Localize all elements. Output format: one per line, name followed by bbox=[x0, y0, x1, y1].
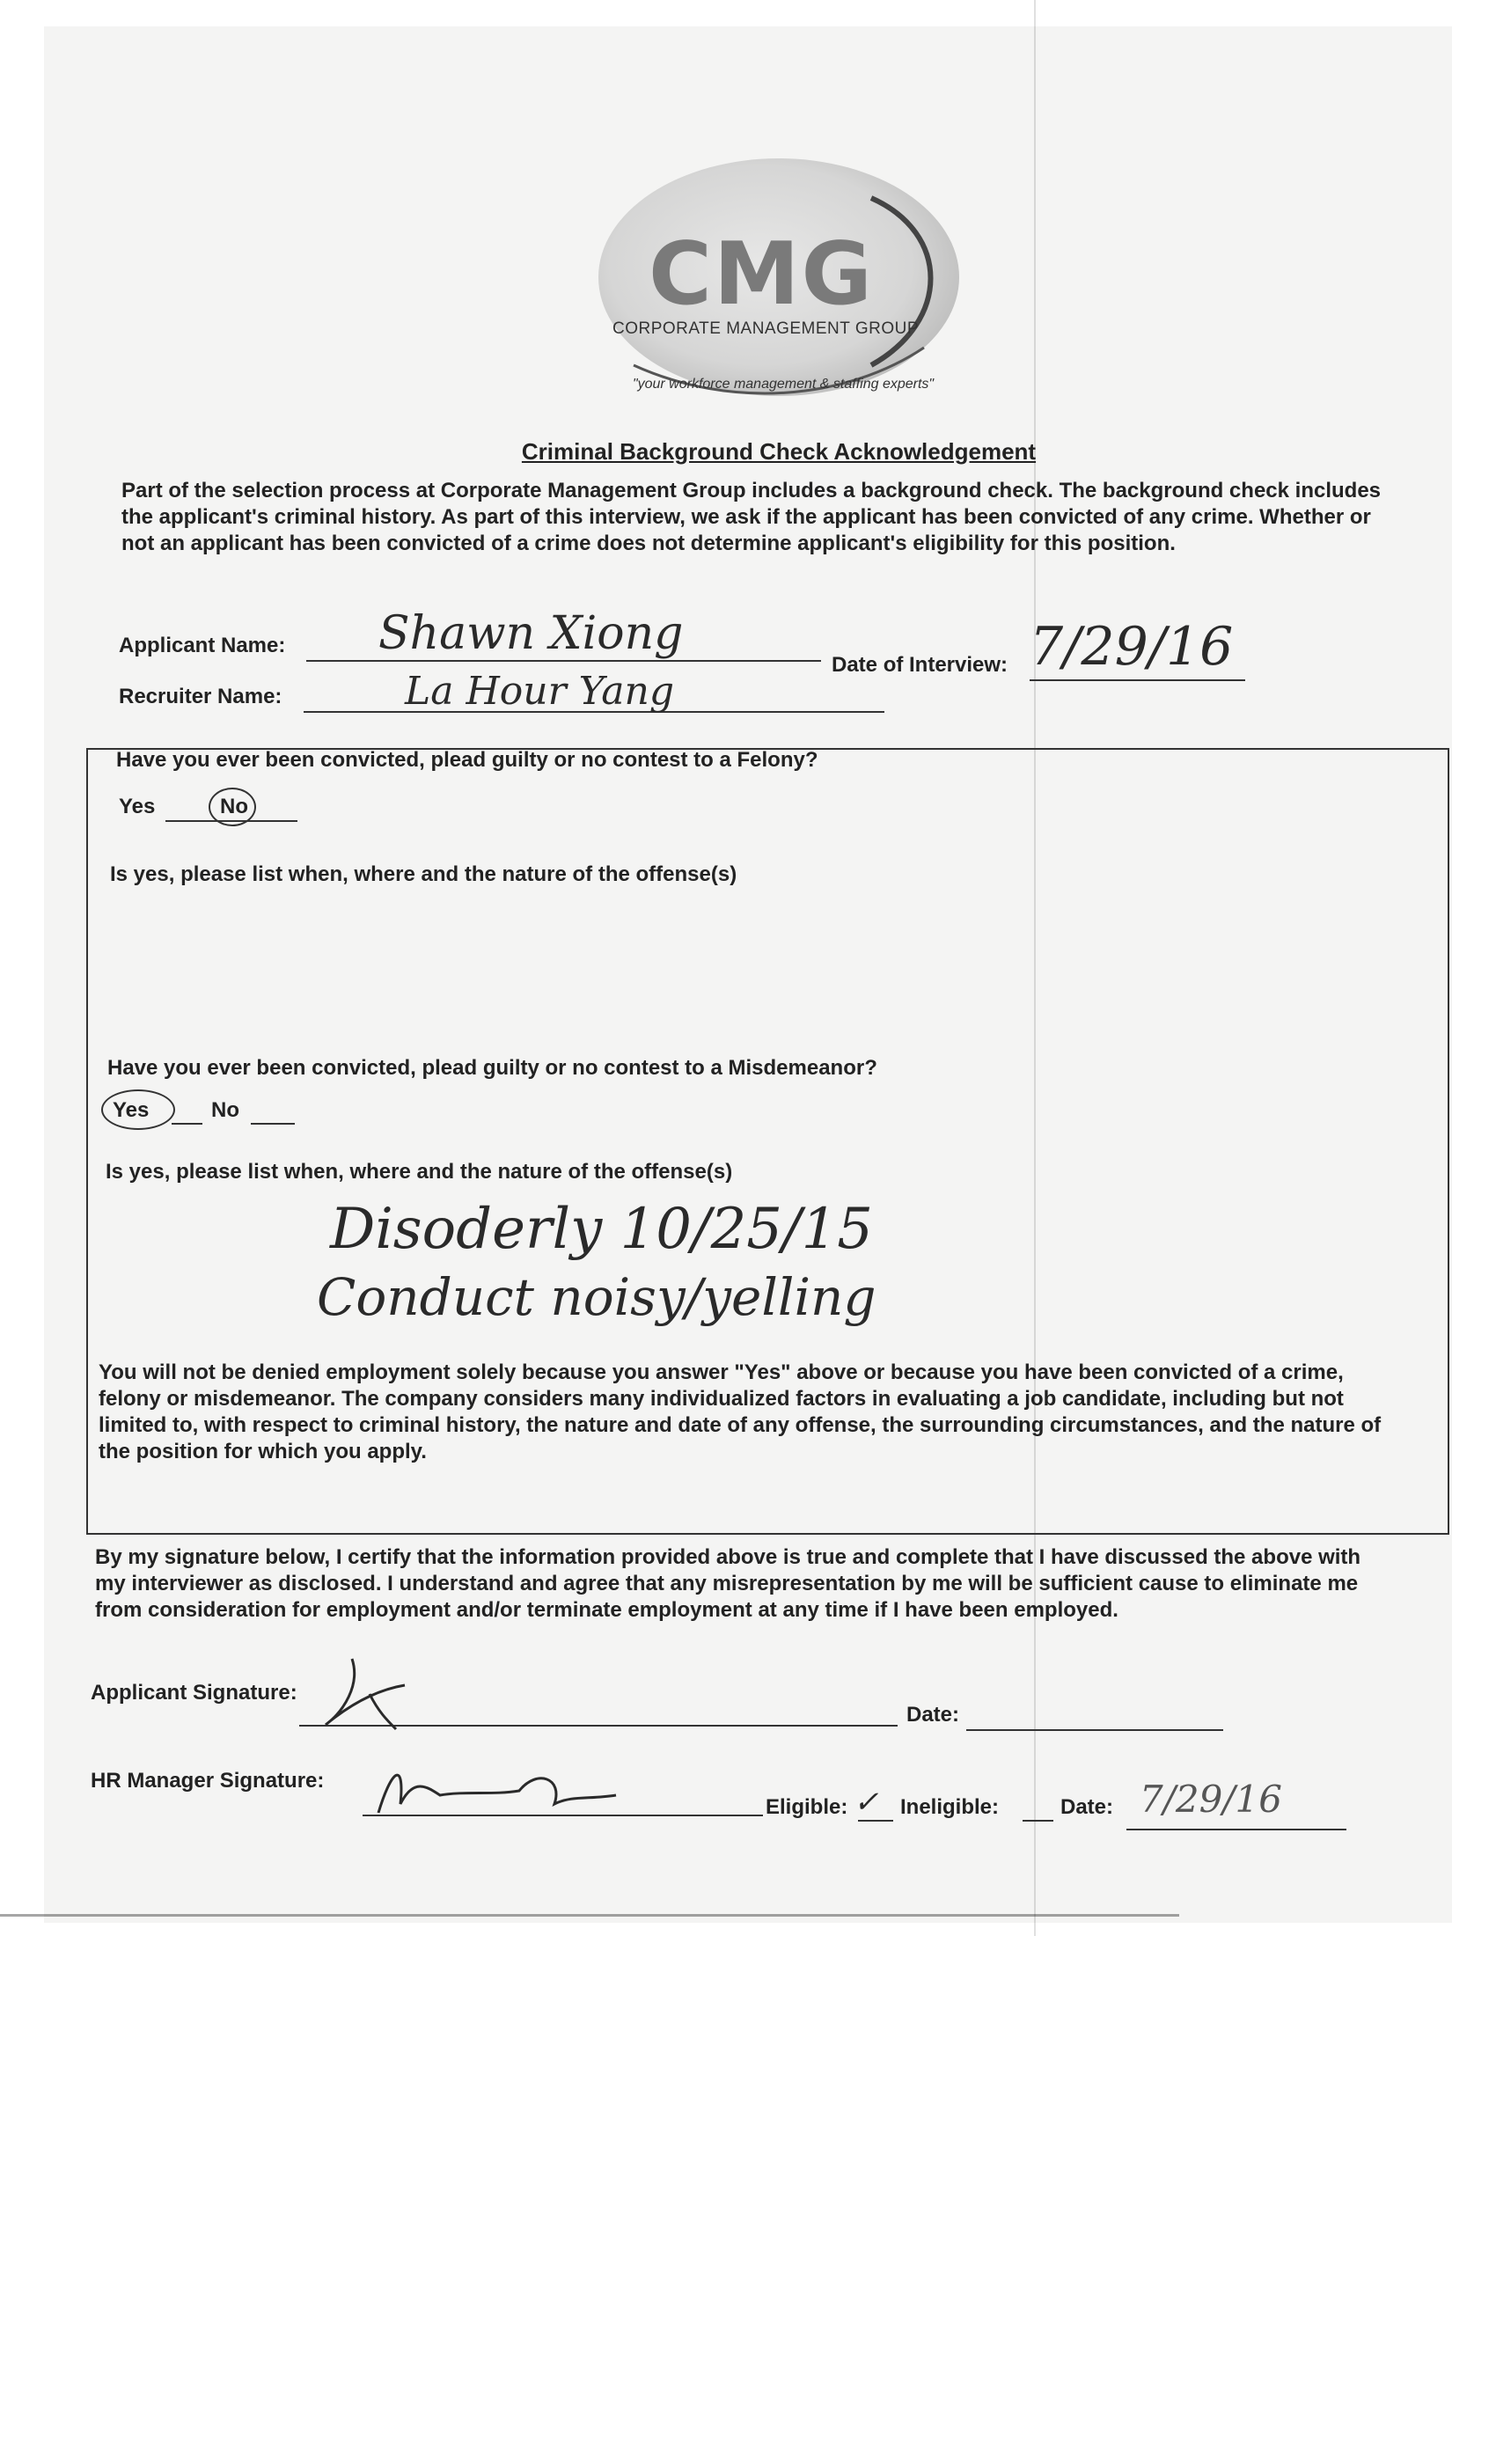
disclaimer-paragraph: You will not be denied employment solely because you answer "Yes" above or because you have been convicted of a crime, felony or misdemeanor. The company considers many individualized factors in evaluating a job candidate, including but not limited to, with respect to criminal history, the nature and date of any offense, the surrounding circumstances, and the nature of the position for which you apply. bbox=[99, 1360, 1382, 1463]
applicant-date-label: Date: bbox=[906, 1703, 960, 1727]
eligible-check-mark[interactable]: ✓ bbox=[854, 1785, 879, 1820]
date-of-interview-value[interactable]: 7/29/16 bbox=[1030, 616, 1234, 678]
felony-no-option[interactable]: No bbox=[220, 795, 248, 818]
misdemeanor-yes-circle-mark bbox=[101, 1089, 175, 1130]
applicant-signature-label: Applicant Signature: bbox=[91, 1681, 297, 1705]
applicant-signature-mark[interactable] bbox=[299, 1650, 431, 1734]
eligible-label: Eligible: bbox=[766, 1795, 848, 1819]
applicant-date-line bbox=[966, 1729, 1223, 1731]
hr-date-line bbox=[1126, 1829, 1346, 1830]
logo-tagline: "your workforce management & staffing experts" bbox=[632, 377, 935, 392]
logo-letters: CMG bbox=[649, 224, 874, 325]
misdemeanor-no-option[interactable]: No bbox=[211, 1098, 239, 1122]
misdemeanor-details-prompt: Is yes, please list when, where and the nature of the offense(s) bbox=[106, 1160, 733, 1184]
date-of-interview-line bbox=[1030, 679, 1245, 681]
applicant-name-value[interactable]: Shawn Xiong bbox=[378, 607, 684, 660]
ineligible-label: Ineligible: bbox=[900, 1795, 1000, 1819]
misdemeanor-question: Have you ever been convicted, plead guilty or no contest to a Misdemeanor? bbox=[107, 1056, 877, 1080]
misdemeanor-yes-line bbox=[172, 1123, 202, 1125]
offense-details-line-2[interactable]: Conduct noisy/yelling bbox=[317, 1267, 876, 1327]
applicant-name-label: Applicant Name: bbox=[119, 634, 286, 657]
hr-date-label: Date: bbox=[1060, 1795, 1114, 1819]
felony-yes-option[interactable]: Yes bbox=[119, 795, 156, 818]
hr-signature-mark[interactable] bbox=[361, 1751, 625, 1822]
hr-date-value[interactable]: 7/29/16 bbox=[1140, 1778, 1282, 1821]
applicant-name-line bbox=[306, 660, 821, 662]
form-title: Criminal Background Check Acknowledgement bbox=[521, 438, 1037, 465]
date-of-interview-label: Date of Interview: bbox=[832, 653, 1008, 677]
misdemeanor-no-line bbox=[251, 1123, 295, 1125]
certification-paragraph: By my signature below, I certify that the information provided above is true and complete that I have discussed the above with my interviewer as disclosed. I understand and agree that any misrepresentation by me will be sufficient cause to eliminate me from consideration for employment and/or terminate employment at any time if I have been employed. bbox=[95, 1545, 1361, 1622]
page-bottom-edge bbox=[0, 1914, 1179, 1917]
felony-details-prompt: Is yes, please list when, where and the nature of the offense(s) bbox=[110, 862, 737, 886]
hr-signature-label: HR Manager Signature: bbox=[91, 1769, 325, 1793]
felony-question: Have you ever been convicted, plead guilty or no contest to a Felony? bbox=[116, 748, 818, 772]
misdemeanor-yes-option[interactable]: Yes bbox=[113, 1098, 150, 1122]
eligible-line bbox=[858, 1820, 893, 1822]
offense-details-line-1[interactable]: Disoderly 10/25/15 bbox=[330, 1197, 873, 1262]
recruiter-name-value[interactable]: La Hour Yang bbox=[405, 669, 675, 714]
intro-paragraph: Part of the selection process at Corporate Management Group includes a background check. The background check includes the applicant's criminal history. As part of this interview, we ask if the applicant has been convicted of any crime. Whether or not an applicant has been convicted of a crime does not determine applicant's eligibility for this position. bbox=[121, 479, 1382, 555]
felony-no-circle-mark bbox=[209, 788, 256, 826]
logo-company-name: CORPORATE MANAGEMENT GROUP bbox=[612, 319, 919, 338]
company-logo bbox=[581, 145, 977, 418]
ineligible-line bbox=[1023, 1820, 1053, 1822]
recruiter-name-label: Recruiter Name: bbox=[119, 685, 282, 708]
